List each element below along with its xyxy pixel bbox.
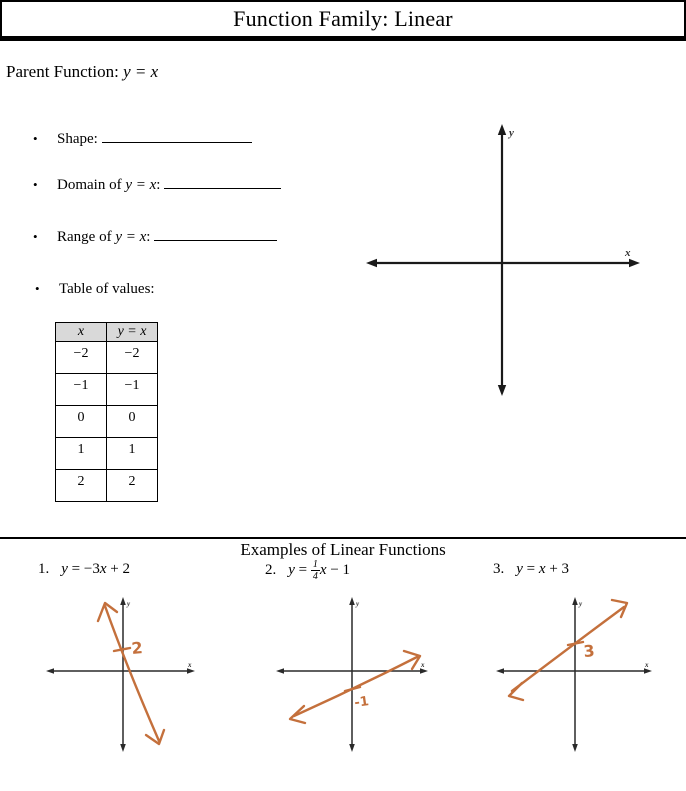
example-graph-2-svg — [270, 595, 470, 755]
cell-x: 1 — [56, 438, 107, 470]
y-axis-up-arrowhead-icon — [120, 597, 126, 605]
y-axis-up-arrowhead-icon — [349, 597, 355, 605]
page-title: Function Family: Linear — [233, 6, 453, 31]
bullet-icon: • — [35, 281, 40, 296]
cell-x: −2 — [56, 342, 107, 374]
table-row — [56, 470, 158, 502]
example-graph-3-svg — [490, 595, 670, 755]
parent-function-equation: y = x — [123, 62, 159, 81]
domain-equation: y = x — [125, 177, 157, 193]
eq-text: = −3 — [67, 561, 100, 577]
domain-label: Domain of — [57, 177, 126, 193]
y-axis-up-arrowhead-icon — [572, 597, 578, 605]
example-3-equation — [493, 561, 569, 578]
x-axis-label: x — [625, 247, 631, 259]
eq-text: = — [294, 562, 311, 578]
fraction-one-fourth — [311, 559, 320, 582]
range-blank — [154, 228, 277, 241]
y-intercept-annotation: 2 — [130, 638, 144, 658]
x-axis-right-arrowhead-icon — [420, 668, 428, 674]
y-axis-down-arrowhead-icon — [572, 744, 578, 752]
table-header-row — [56, 323, 158, 342]
x-axis-left-arrowhead-icon — [496, 668, 504, 674]
cell-y: 1 — [107, 438, 158, 470]
cell-x: 0 — [56, 406, 107, 438]
y-intercept-annotation: -1 — [353, 694, 370, 711]
example-2-equation — [265, 559, 350, 582]
example-3-number: 3. — [493, 561, 505, 577]
y-axis-label: y — [579, 600, 583, 608]
shape-label: Shape: — [57, 131, 98, 147]
x-axis-left-arrowhead-icon — [276, 668, 284, 674]
eq-var-x: x — [319, 562, 327, 578]
range-colon: : — [146, 229, 151, 245]
eq-var-x: x — [99, 561, 107, 577]
x-axis-left-arrowhead-icon — [46, 668, 54, 674]
y-axis-label: y — [356, 600, 360, 608]
example-1-equation — [38, 561, 130, 578]
y-axis-up-arrowhead-icon — [498, 124, 506, 135]
bullet-icon: • — [33, 131, 38, 146]
example-graph-1 — [40, 595, 210, 755]
bullet-table-of-values — [35, 281, 155, 298]
y-axis-label: y — [127, 600, 131, 608]
bullet-icon: • — [33, 177, 38, 192]
bullet-domain — [33, 176, 281, 194]
table-of-values-label: Table of values: — [59, 281, 155, 297]
table-row — [56, 438, 158, 470]
eq-var-x: x — [538, 561, 546, 577]
example-2-number: 2. — [265, 562, 277, 578]
table-of-values — [55, 322, 158, 502]
x-axis-right-arrowhead-icon — [187, 668, 195, 674]
x-axis-label: x — [188, 661, 192, 669]
y-intercept-annotation: 3 — [582, 641, 596, 661]
example-graph-1-svg — [40, 595, 210, 755]
drawn-line-negative-slope — [105, 606, 159, 741]
main-graph-svg — [360, 112, 686, 404]
examples-heading: Examples of Linear Functions — [240, 540, 446, 559]
range-equation: y = x — [115, 229, 147, 245]
cell-x: −1 — [56, 374, 107, 406]
parent-function-label: Parent Function: — [6, 62, 124, 81]
domain-blank — [164, 176, 281, 189]
y-axis-label: y — [509, 127, 514, 139]
x-axis-left-arrowhead-icon — [366, 259, 377, 267]
shape-blank — [102, 130, 252, 143]
range-label: Range of — [57, 229, 116, 245]
eq-text: + 2 — [106, 561, 130, 577]
section-divider — [0, 537, 686, 539]
eq-var-y: y — [516, 561, 523, 577]
fraction-numerator: 1 — [312, 559, 318, 570]
cell-y: −1 — [107, 374, 158, 406]
bullet-icon: • — [33, 229, 38, 244]
eq-text: = — [522, 561, 539, 577]
example-graph-3 — [490, 595, 670, 755]
y-axis-down-arrowhead-icon — [349, 744, 355, 752]
drawn-line-positive-slope — [512, 607, 624, 691]
y-intercept-tick — [114, 648, 130, 651]
eq-var-y: y — [288, 562, 295, 578]
x-axis-label: x — [645, 661, 649, 669]
col-header-x: x — [56, 323, 107, 342]
eq-text: − 1 — [326, 562, 351, 578]
y-axis-down-arrowhead-icon — [120, 744, 126, 752]
cell-y: 2 — [107, 470, 158, 502]
x-axis-label: x — [421, 661, 425, 669]
example-1-number: 1. — [38, 561, 50, 577]
title-banner — [0, 0, 686, 41]
bullet-shape — [33, 130, 252, 148]
cell-y: −2 — [107, 342, 158, 374]
x-axis-right-arrowhead-icon — [629, 259, 640, 267]
col-header-y-equals-x: y = x — [107, 323, 158, 342]
domain-colon: : — [156, 177, 161, 193]
cell-y: 0 — [107, 406, 158, 438]
example-graph-2 — [270, 595, 470, 755]
bullet-range — [33, 228, 277, 246]
fraction-denominator: 4 — [312, 571, 318, 582]
eq-var-y: y — [61, 561, 68, 577]
table-row — [56, 374, 158, 406]
x-axis-right-arrowhead-icon — [644, 668, 652, 674]
y-intercept-tick — [568, 642, 583, 645]
y-axis-down-arrowhead-icon — [498, 385, 506, 396]
table-row — [56, 342, 158, 374]
eq-text: + 3 — [545, 561, 570, 577]
table-row — [56, 406, 158, 438]
parent-function-line — [6, 62, 158, 82]
cell-x: 2 — [56, 470, 107, 502]
main-coordinate-plane — [360, 112, 686, 404]
